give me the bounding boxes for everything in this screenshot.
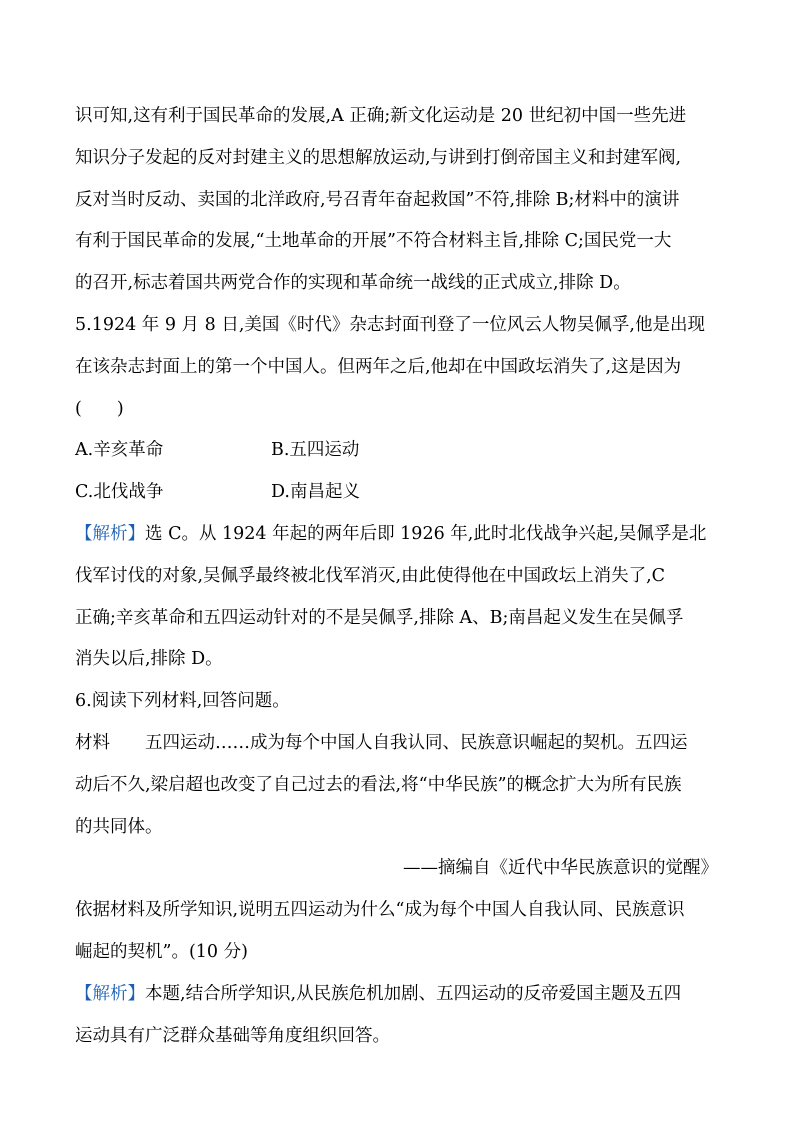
prev-analysis-line-3: 反对当时反动、卖国的北洋政府,号召青年奋起救国”不符,排除 B;材料中的演讲 bbox=[75, 189, 680, 210]
q5-analysis-line-3: 正确;辛亥革命和五四运动针对的不是吴佩孚,排除 A、B;南昌起义发生在吴佩孚 bbox=[75, 607, 684, 628]
q6-material-line-3: 的共同体。 bbox=[75, 816, 163, 837]
q5-stem-line-1: 5.1924 年 9 月 8 日,美国《时代》杂志封面刊登了一位风云人物吴佩孚,他是出现 bbox=[75, 314, 705, 335]
q6-material-text-1: 五四运动……成为每个中国人自我认同、民族意识崛起的契机。五四运 bbox=[145, 732, 688, 753]
q6-material-label: 材料 bbox=[75, 732, 110, 753]
q5-analysis-line-1 bbox=[75, 514, 723, 556]
q5-analysis-line-2: 伐军讨伐的对象,吴佩孚最终被北伐军消灭,由此使得他在中国政坛上消失了,C bbox=[75, 565, 666, 586]
q5-option-b: B.五四运动 bbox=[271, 440, 360, 461]
q6-question-line-1: 依据材料及所学知识,说明五四运动为什么“成为每个中国人自我认同、民族意识 bbox=[75, 900, 685, 921]
q6-analysis-line-1 bbox=[75, 974, 723, 1016]
q6-source: ——摘编自《近代中华民族意识的觉醒》 bbox=[403, 858, 718, 879]
q6-question-line-2: 崛起的契机”。(10 分) bbox=[75, 941, 248, 962]
q6-title: 6.阅读下列材料,回答问题。 bbox=[75, 691, 290, 712]
q6-analysis-label: 【解析】 bbox=[75, 983, 145, 1004]
prev-analysis-line-1: 识可知,这有利于国民革命的发展,A 正确;新文化运动是 20 世纪初中国一些先进 bbox=[75, 106, 687, 126]
q6-material-line-2: 动后不久,梁启超也改变了自己过去的看法,将“中华民族”的概念扩大为所有民族 bbox=[75, 774, 682, 795]
q5-analysis-label: 【解析】 bbox=[75, 523, 145, 544]
q6-analysis-text-1: 本题,结合所学知识,从民族危机加剧、五四运动的反帝爱国主题及五四 bbox=[145, 983, 682, 1004]
q6-material-line-1 bbox=[75, 723, 723, 765]
q5-options-row-2 bbox=[75, 472, 723, 514]
q5-answer-blank: ( ) bbox=[75, 398, 124, 419]
q5-stem-line-2: 在该杂志封面上的第一个中国人。但两年之后,他却在中国政坛消失了,这是因为 bbox=[75, 356, 682, 377]
q5-option-c: C.北伐战争 bbox=[75, 482, 164, 503]
q5-option-a: A.辛亥革命 bbox=[75, 440, 164, 461]
prev-analysis-line-4: 有利于国民革命的发展,“土地革命的开展”不符合材料主旨,排除 C;国民党一大 bbox=[75, 231, 672, 252]
prev-analysis-line-5: 的召开,标志着国共两党合作的实现和革命统一战线的正式成立,排除 D。 bbox=[75, 273, 631, 294]
q5-options-row-1 bbox=[75, 430, 723, 472]
q5-analysis-line-4: 消失以后,排除 D。 bbox=[75, 649, 223, 670]
q5-analysis-text-1: 选 C。从 1924 年起的两年后即 1926 年,此时北伐战争兴起,吴佩孚是北 bbox=[145, 523, 707, 544]
q6-analysis-line-2: 运动具有广泛群众基础等角度组织回答。 bbox=[75, 1025, 390, 1046]
q5-option-d: D.南昌起义 bbox=[271, 482, 360, 503]
prev-analysis-line-2: 知识分子发起的反对封建主义的思想解放运动,与讲到打倒帝国主义和封建军阀, bbox=[75, 147, 682, 168]
document-content bbox=[75, 96, 723, 1057]
